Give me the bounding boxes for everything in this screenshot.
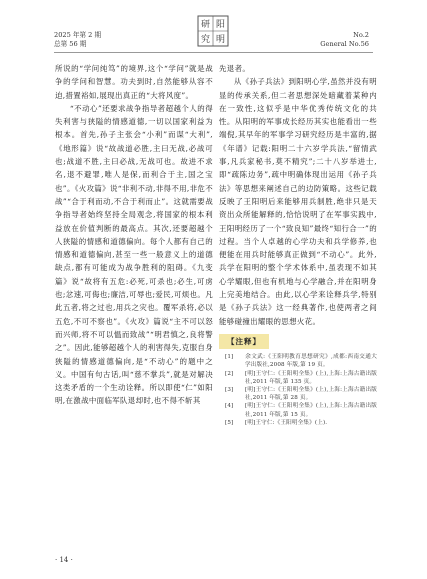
- note-text: 余文武:《王阳明教育思想研究》,成都:西南交通大学出版社,2008 年版,第 19 页。: [245, 354, 377, 369]
- note-item: [219, 402, 377, 418]
- note-item: [219, 353, 377, 369]
- body-paragraph: 从《孙子兵法》到阳明心学,虽然并没有明显的传承关系,但二者思想深处暗藏着某种内在一致性,这似乎是中华优秀传统文化的共性。从阳明的军事成长经历其实也能看出一些端倪,其早年的军事学习研究经历是丰富的,据《年谱》记载:阳明二十六岁学兵法,“留情武事,凡兵家秘书,莫不精究”;二十八岁举进士,即“疏陈边务”,疏中明确体现出运用《孙子兵法》等思想来阐述自己的边防策略。这些记载反映了王阳明后来能够用兵制胜,绝非只是天资出众所能解释的,恰恰说明了在军事实践中,王阳明经历了一个“致良知”最终“知行合一”的过程。当个人卓越的心学功夫和兵学修养,也便能在用兵时能够真正做到“不动心”。此外,兵学在阳明的整个学术体系中,虽表现不如其心学耀眼,但也有机地与心学融合,并在阳明身上完美地结合。由此,以心学来诠释兵学,特别是《孙子兵法》这一经典著作,也使两者之间能够碰撞出耀眼的思想火花。: [219, 77, 377, 326]
- header-divider: [54, 52, 373, 53]
- right-column: [219, 62, 377, 427]
- notes-list: [219, 353, 377, 427]
- body-paragraph: 所说的“学问纯笃”的境界,这个“学问”就是战争的学问和智慧。功夫到时,自然能够从容不迫,措置裕如,展现出真正的“大将风度”。: [55, 64, 213, 100]
- issue-number-cn: 2025 年第 2 期: [54, 31, 102, 39]
- page-number: · 14 ·: [55, 556, 73, 564]
- svg-text:阳: 阳: [215, 20, 226, 30]
- left-column: [55, 62, 213, 408]
- general-issue-en: General No.56: [320, 40, 369, 48]
- note-item: [219, 419, 377, 427]
- note-number: [3]: [225, 387, 234, 394]
- note-number: [1]: [225, 354, 234, 361]
- body-paragraph: 先退者。: [219, 64, 251, 73]
- svg-text:究: 究: [200, 35, 211, 45]
- body-paragraph: “不动心”还要求战争指导者超越个人的得失利害与狭隘的情感道德,一切以国家利益为根本。首先,孙子主张会“小利”而谋“大利”,《地形篇》说“故战道必胜,主曰无战,必战可也;战道不胜,主曰必战,无战可也。故进不求名,退不避罪,唯人是保,而利合于主,国之宝也”。《火攻篇》说“非利不动,非得不用,非危不战”“合于利而动,不合于利而止”。这就需要战争指导者始终坚持全局观念,将国家的根本利益放在价值判断的最高点。其次,还要超越个人狭隘的情感和道德偏向。每个人都有自己的情感和道德偏向,甚至一些一般意义上的道德缺点,都有可能成为战争胜利的阻碍。《九变篇》说“故将有五危:必死,可杀也;必生,可虏也;忿速,可侮也;廉洁,可辱也;爱民,可烦也。凡此五者,将之过也,用兵之灾也。覆军杀将,必以五危,不可不察也”。《火攻》篇说“主不可以怒而兴师,将不可以愠而致战”“明君慎之,良将警之”。因此,能够超越个人的利害得失,克服自身狭隘的情感道德偏向,是“不动心”的题中之义。中国有句古话,叫“慈不掌兵”,就是对解决这类矛盾的一个生动诠释。所以即使“仁”如阳明,在激战中面临军队退却时,也不得不斩其: [55, 103, 213, 406]
- note-number: [4]: [225, 403, 234, 410]
- journal-logo: [192, 12, 234, 50]
- journal-issue-cn: [54, 31, 101, 49]
- note-number: [5]: [225, 419, 234, 426]
- note-item: [219, 370, 377, 386]
- svg-text:研: 研: [200, 20, 211, 30]
- notes-title: 【注释】: [219, 334, 269, 349]
- note-text: [明]王守仁:《王阳明全集》(上),上海:上海古籍出版社,2011 年版,第 135 页。: [245, 370, 377, 385]
- note-text: [明]王守仁:《王阳明全集》(上).: [245, 419, 328, 426]
- note-item: [219, 386, 377, 402]
- issue-number-en: No.2: [353, 31, 369, 39]
- note-number: [2]: [225, 370, 234, 377]
- general-issue-cn: 总第 56 期: [54, 40, 87, 48]
- note-text: [明]王守仁:《王阳明全集》(上),上海:上海古籍出版社,2011 年版,第 28 页。: [245, 387, 377, 402]
- svg-text:明: 明: [215, 35, 226, 45]
- journal-issue-en: [320, 31, 369, 49]
- note-text: [明]王守仁:《王阳明全集》(上),上海:上海古籍出版社,2011 年版,第 15 页。: [245, 403, 377, 418]
